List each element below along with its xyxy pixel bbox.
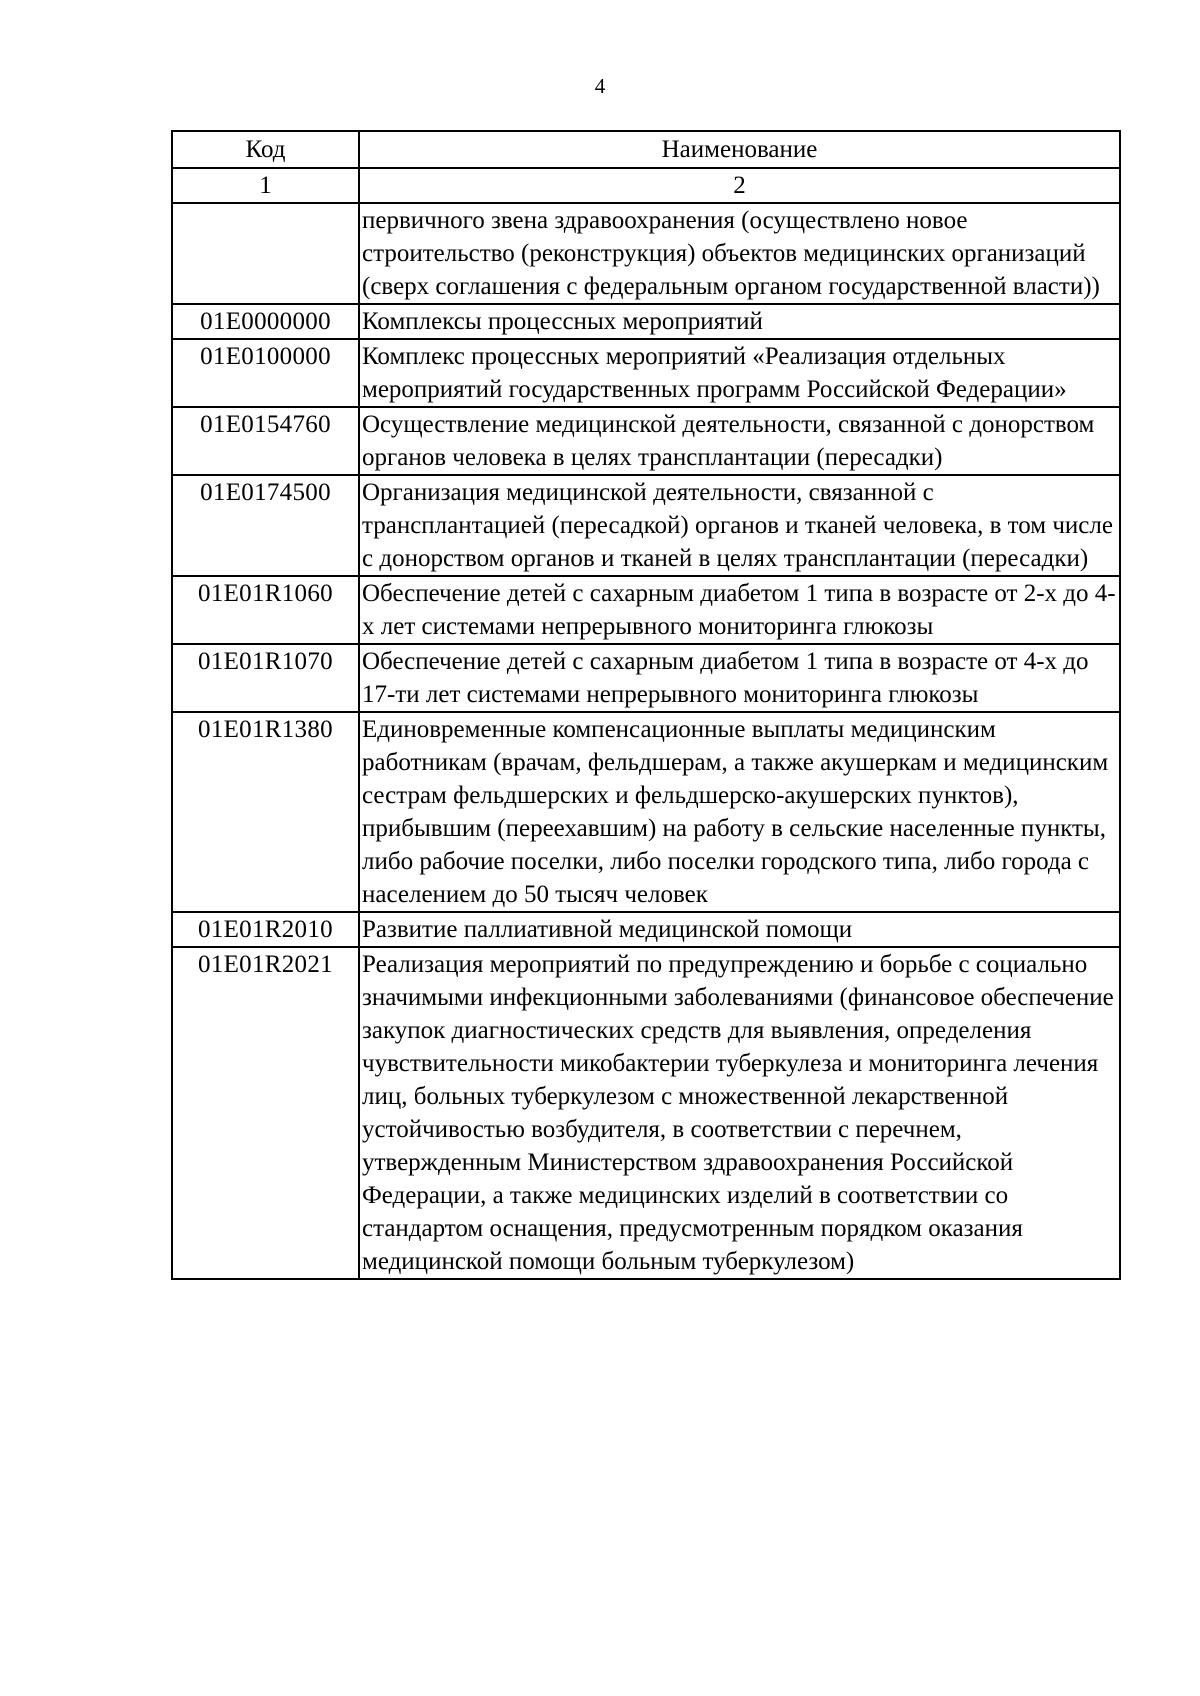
row-code: 01Е01R1070 bbox=[172, 644, 359, 712]
table-row bbox=[172, 304, 1120, 339]
table-row bbox=[172, 203, 1120, 304]
row-code: 01Е01R2021 bbox=[172, 947, 359, 1279]
table-row bbox=[172, 475, 1120, 576]
table-row bbox=[172, 644, 1120, 712]
table-row bbox=[172, 407, 1120, 475]
row-name: Организация медицинской деятельности, связанной с трансплантацией (пересадкой) органов и тканей человека, в том числе с донорством органов и тканей в целях трансплантации (пересадки) bbox=[359, 475, 1120, 576]
row-code: 01Е01R2010 bbox=[172, 912, 359, 947]
column-number-row bbox=[172, 168, 1120, 203]
table-row bbox=[172, 947, 1120, 1279]
header-code: Код bbox=[172, 131, 359, 168]
table-row bbox=[172, 339, 1120, 407]
header-name: Наименование bbox=[359, 131, 1120, 168]
table-row bbox=[172, 912, 1120, 947]
table-row bbox=[172, 712, 1120, 912]
column-number-2: 2 bbox=[359, 168, 1120, 203]
table-header-row bbox=[172, 131, 1120, 168]
row-name: Реализация мероприятий по предупреждению и борьбе с социально значимыми инфекционными заболеваниями (финансовое обеспечение закупок диагностических средств для выявления, определения чувствительности микобактерии туберкулеза и мониторинга лечения лиц, больных туберкулезом с множественной лекарственной устойчивостью возбудителя, в соответствии с перечнем, утвержденным Министерством здравоохранения Российской Федерации, а также медицинских изделий в соответствии со стандартом оснащения, предусмотренным порядком оказания медицинской помощи больным туберкулезом) bbox=[359, 947, 1120, 1279]
row-name: Комплексы процессных мероприятий bbox=[359, 304, 1120, 339]
classification-table bbox=[171, 130, 1121, 1280]
row-code: 01Е0174500 bbox=[172, 475, 359, 576]
row-code: 01Е01R1060 bbox=[172, 576, 359, 644]
row-code: 01Е0100000 bbox=[172, 339, 359, 407]
column-number-1: 1 bbox=[172, 168, 359, 203]
row-name: первичного звена здравоохранения (осуществлено новое строительство (реконструкция) объектов медицинских организаций (сверх соглашения с федеральным органом государственной власти)) bbox=[359, 203, 1120, 304]
row-code bbox=[172, 203, 359, 304]
row-code: 01Е0000000 bbox=[172, 304, 359, 339]
row-name: Развитие паллиативной медицинской помощи bbox=[359, 912, 1120, 947]
page-number: 4 bbox=[594, 74, 606, 98]
row-name: Единовременные компенсационные выплаты медицинским работникам (врачам, фельдшерам, а также акушеркам и медицинским сестрам фельдшерских и фельдшерско-акушерских пунктов), прибывшим (переехавшим) на работу в сельские населенные пункты, либо рабочие поселки, либо поселки городского типа, либо города с населением до 50 тысяч человек bbox=[359, 712, 1120, 912]
table-row bbox=[172, 576, 1120, 644]
row-name: Комплекс процессных мероприятий «Реализация отдельных мероприятий государственных программ Российской Федерации» bbox=[359, 339, 1120, 407]
row-name: Обеспечение детей с сахарным диабетом 1 типа в возрасте от 4-х до 17-ти лет системами непрерывного мониторинга глюкозы bbox=[359, 644, 1120, 712]
row-code: 01Е0154760 bbox=[172, 407, 359, 475]
row-name: Обеспечение детей с сахарным диабетом 1 типа в возрасте от 2-х до 4-х лет системами непрерывного мониторинга глюкозы bbox=[359, 576, 1120, 644]
row-name: Осуществление медицинской деятельности, связанной с донорством органов человека в целях трансплантации (пересадки) bbox=[359, 407, 1120, 475]
row-code: 01Е01R1380 bbox=[172, 712, 359, 912]
